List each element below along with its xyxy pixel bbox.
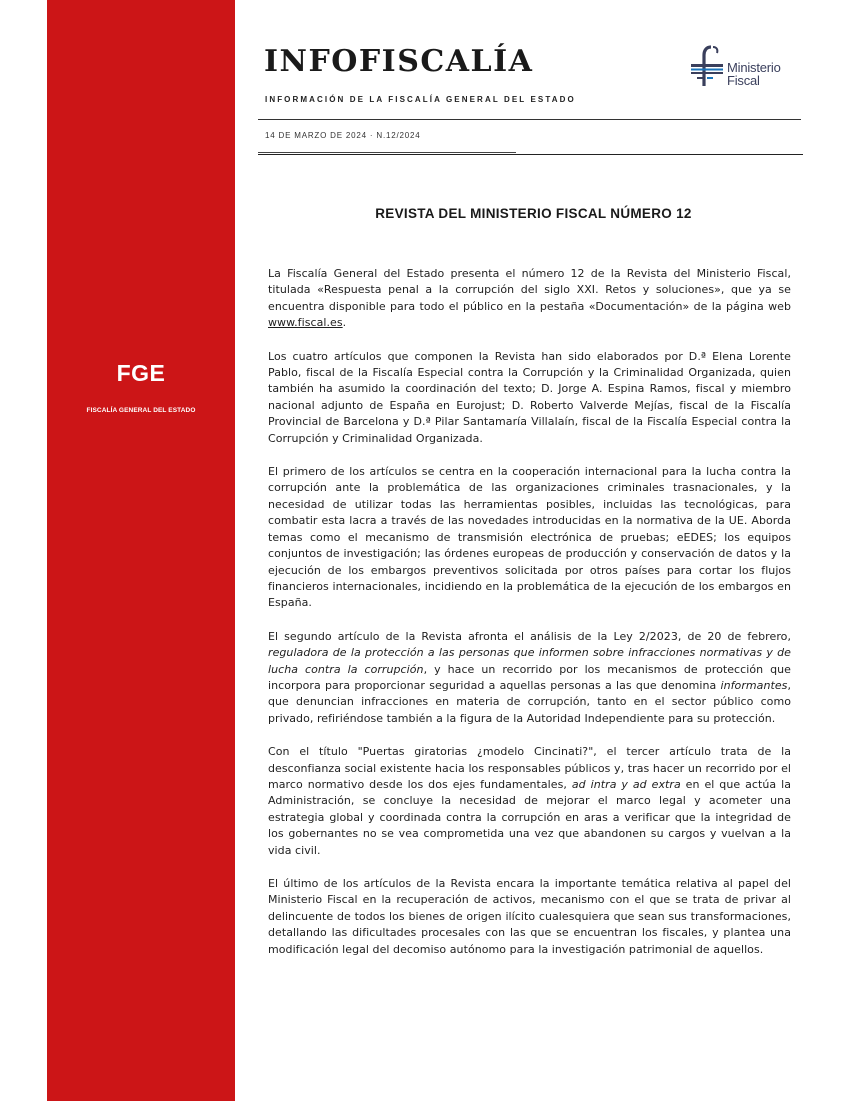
logo-text <box>727 61 781 87</box>
logo-line-1: Ministerio <box>727 60 781 75</box>
paragraph-3: El primero de los artículos se centra en la cooperación internacional para la lucha contra la corrupción ante la problemática de las organizaciones criminales trasnacionales, y la necesidad de utilizar todas las herramientas posibles, incluidas las tecnológicas, para combatir esta lacra a través de las novedades introducidas en la normativa de la UE. Aborda temas como el mecanismo de transmisión electrónica de pruebas; eEDES; los equipos conjuntos de investigación; las órdenes europeas de producción y conservación de datos y la ejecución de los embargos preventivos solicitada por otros países para cortar los flujos financieros internacionales, incidiendo en la problemática de la ejecución de los embargos en España. <box>268 465 791 610</box>
logo-line-2: Fiscal <box>727 73 760 88</box>
paragraph-5: Con el título "Puertas giratorias ¿modelo Cincinati?", el tercer artículo trata de la desconfianza social existente hacia los responsables públicos y, tras hacer un recorrido por el marco normativo desde los dos ejes fundamentales, ad intra y ad extra en el que actúa la Administración, se concluye la necesidad de mejorar el marco legal y acometer una estrategia global y coordinada contra la corrupción en aras a verificar que la integridad de los gobernantes no se vea comprometida una vez que abandonen su cargos y vuelvan a la vida civil. <box>268 745 791 857</box>
article-headline: REVISTA DEL MINISTERIO FISCAL NÚMERO 12 <box>375 206 692 221</box>
paragraph-1: La Fiscalía General del Estado presenta el número 12 de la Revista del Ministerio Fiscal, titulada «Respuesta penal a la corrupción del siglo XXI. Retos y soluciones», que ya se encuentra disponible para todo el público en la pestaña «Documentación» de la página web www.fiscal.es. <box>268 267 791 330</box>
fge-title: FGE <box>116 360 166 386</box>
paragraph-2: Los cuatro artículos que componen la Revista han sido elaborados por D.ª Elena Lorente Pablo, fiscal de la Fiscalía Especial contra la Corrupción y la Criminalidad Organizada, quien también ha asumido la coordinación del texto; D. Jorge A. Espina Ramos, fiscal y miembro nacional adjunto de España en Eurojust; D. Roberto Valverde Mejías, fiscal de la Fiscalía Provincial de Barcelona y D.ª Pilar Santamaría Villalaín, fiscal de la Fiscalía Especial contra la Corrupción y Criminalidad Organizada. <box>268 349 791 445</box>
dateline-divider <box>258 154 803 155</box>
paragraph-4: El segundo artículo de la Revista afronta el análisis de la Ley 2/2023, de 20 de febrero, reguladora de la protección a las personas que informen sobre infracciones normativas y de lucha contra la corrupción, y hace un recorrido por los mecanismos de protección que incorpora para proporcionar seguridad a aquellas personas a las que denomina informantes, que denuncian infracciones en materia de corrupción, tanto en el sector público como privado, refiriéndose también a la figura de la Autoridad Independiente para su protección. <box>268 629 791 725</box>
ministerio-fiscal-logo <box>689 44 809 92</box>
dateline-divider-short <box>258 152 516 153</box>
paragraph-6: El último de los artículos de la Revista encara la importante temática relativa al papel del Ministerio Fiscal en la recuperación de activos, mecanismo con el que se trata de privar al delincuente de todos los bienes de origen ilícito cualesquiera que sean sus transformaciones, detallando las dificultades procesales con las que se encuentran los fiscales, y plantea una modificación legal del decomiso autónomo para la investigación patrimonial de aquellos. <box>268 877 791 956</box>
tagline: INFORMACIÓN DE LA FISCALÍA GENERAL DEL ESTADO <box>265 95 576 104</box>
article-body <box>268 266 791 975</box>
ministerio-fiscal-logo-icon <box>689 44 725 90</box>
fge-subtitle: FISCALÍA GENERAL DEL ESTADO <box>86 407 196 414</box>
sidebar <box>47 0 235 1101</box>
header-divider <box>258 119 801 120</box>
fiscal-website-link[interactable]: www.fiscal.es <box>268 316 343 330</box>
dateline: 14 DE MARZO DE 2024 · N.12/2024 <box>265 131 421 140</box>
masthead: INFOFISCALÍA <box>264 44 534 79</box>
